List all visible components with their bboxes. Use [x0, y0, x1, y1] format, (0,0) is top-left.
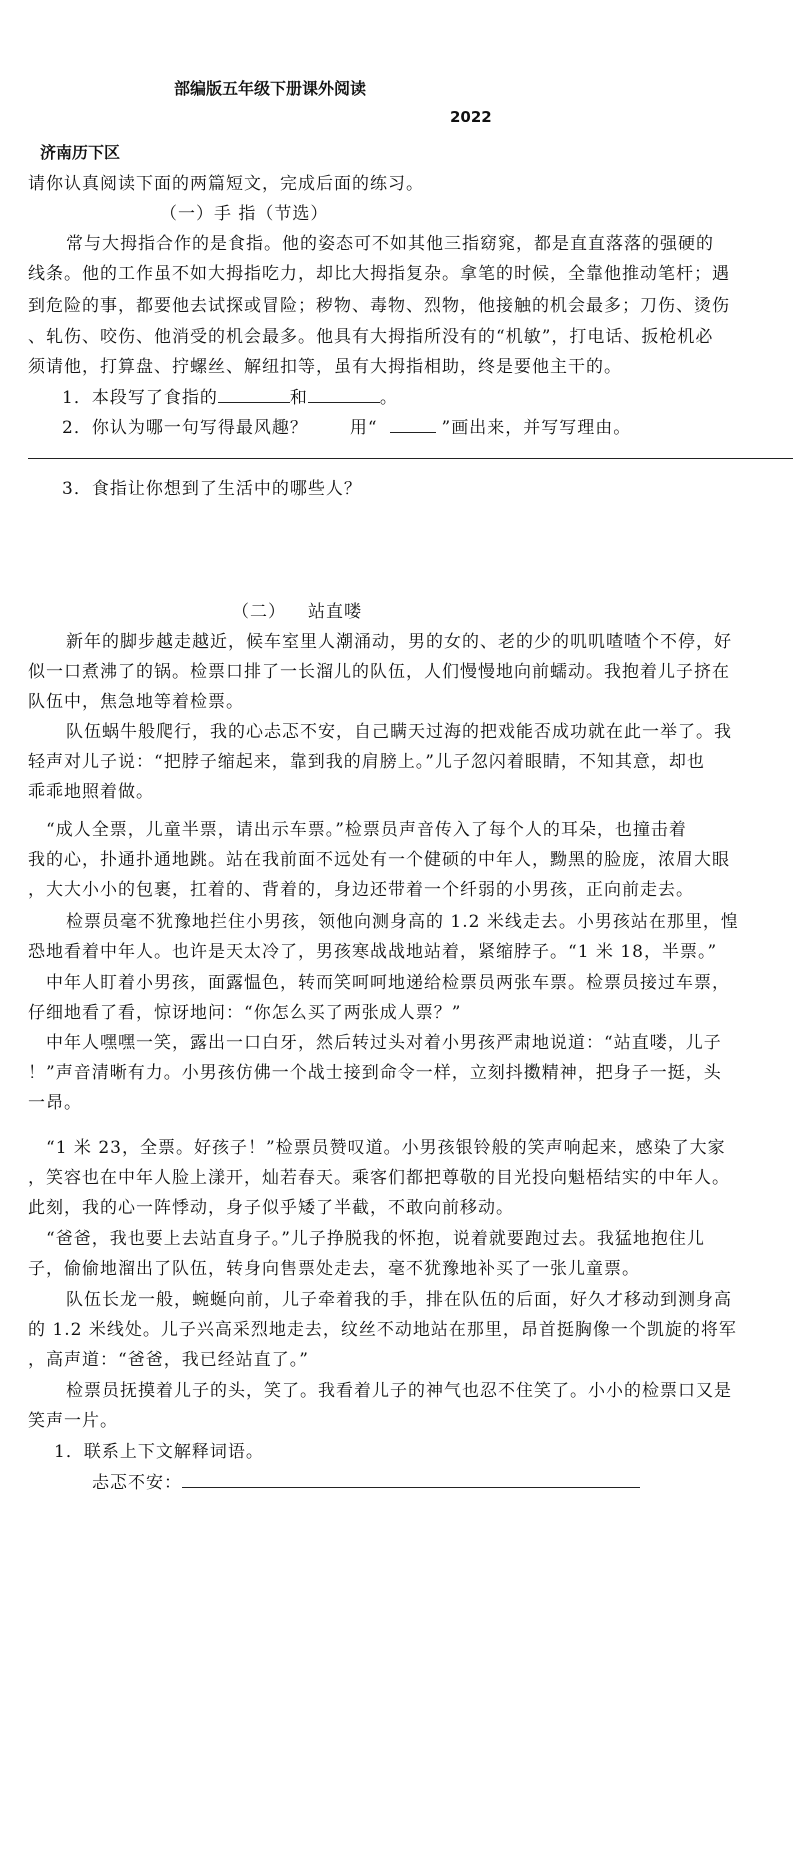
- passage2-heading: [232, 597, 362, 622]
- passage2-line: 检票员毫不犹豫地拦住小男孩，领他向测身高的 1.2 米线走去。小男孩站在那里，惶: [66, 912, 739, 932]
- passage2-line: 乖乖地照着做。: [28, 782, 154, 802]
- passage2-line: 中年人嘿嘿一笑，露出一口白牙，然后转过头对着小男孩严肃地说道：“站直喽，儿子: [46, 1033, 722, 1053]
- passage2-line: 检票员抚摸着儿子的头，笑了。我看着儿子的神气也忍不住笑了。小小的检票口又是: [66, 1381, 732, 1401]
- question-text: 和: [289, 388, 308, 408]
- passage1-line: 须请他，打算盘、拧螺丝、解纽扣等，虽有大拇指相助，终是要他主干的。: [28, 357, 622, 377]
- passage2-line: ！”声音清晰有力。小男孩仿佛一个战士接到命令一样，立刻抖擞精神，把身子一挺，头: [28, 1063, 722, 1083]
- passage2-line: 恐地看着中年人。也许是天太冷了，男孩寒战战地站着，紧缩脖子。“1 米 18，半票。”: [28, 942, 718, 962]
- vocab-word: 忐忑不安：: [92, 1473, 182, 1493]
- passage2-line: 笑声一片。: [28, 1411, 118, 1431]
- answer-blank[interactable]: [218, 388, 290, 403]
- passage1-line: 线条。他的工作虽不如大拇指吃力，却比大拇指复杂。拿笔的时候，全靠他推动笔杆；遇: [28, 264, 730, 284]
- page-title: 部编版五年级下册课外阅读: [174, 79, 367, 98]
- question-text: 1．本段写了食指的: [62, 388, 218, 408]
- question-text: 。: [379, 388, 398, 408]
- passage2-line: ，高声道：“爸爸，我已经站直了。”: [28, 1350, 309, 1370]
- passage2-line: 队伍长龙一般，蜿蜒向前，儿子牵着我的手，排在队伍的后面，好久才移动到测身高: [66, 1290, 732, 1310]
- passage2-line: 中年人盯着小男孩，面露愠色，转而笑呵呵地递给检票员两张车票。检票员接过车票，: [46, 973, 730, 993]
- passage2-line: 新年的脚步越走越近，候车室里人潮涌动，男的女的、老的少的叽叽喳喳个不停，好: [66, 632, 732, 652]
- passage1-question-3: 3．食指让你想到了生活中的哪些人？: [62, 479, 362, 499]
- passage1-heading: （一）手 指（节选）: [160, 204, 329, 224]
- passage2-line: 一昂。: [28, 1093, 82, 1113]
- passage2-line: 队伍中，焦急地等着检票。: [28, 692, 244, 712]
- passage2-line: 子，偷偷地溜出了队伍，转身向售票处走去，毫不犹豫地补买了一张儿童票。: [28, 1259, 640, 1279]
- passage1-question-2: [62, 413, 631, 438]
- passage2-line: “爸爸，我也要上去站直身子。”儿子挣脱我的怀抱，说着就要跑过去。我猛地抱住儿: [46, 1229, 705, 1249]
- vocab-item: [92, 1468, 640, 1493]
- passage2-line: 队伍蜗牛般爬行，我的心忐忑不安，自己瞒天过海的把戏能否成功就在此一举了。我: [66, 722, 732, 742]
- passage2-line: 我的心，扑通扑通地跳。站在我前面不远处有一个健硕的中年人，黝黑的脸庞，浓眉大眼: [28, 850, 730, 870]
- district-label: 济南历下区: [40, 143, 121, 162]
- year-label: 2022: [450, 108, 492, 126]
- question-text: 用“: [349, 418, 378, 438]
- passage1-line: 、轧伤、咬伤、他消受的机会最多。他具有大拇指所没有的“机敏”，打电话、扳枪机必: [28, 327, 714, 347]
- passage2-line: 此刻，我的心一阵悸动，身子似乎矮了半截，不敢向前移动。: [28, 1198, 514, 1218]
- passage2-question-1: 1．联系上下文解释词语。: [54, 1442, 264, 1462]
- passage2-line: ，大大小小的包裹，扛着的、背着的，身边还带着一个纤弱的小男孩，正向前走去。: [28, 880, 694, 900]
- passage1-line: 常与大拇指合作的是食指。他的姿态可不如其他三指窈窕，都是直直落落的强硬的: [66, 234, 714, 254]
- instruction-text: 请你认真阅读下面的两篇短文，完成后面的练习。: [28, 174, 424, 194]
- passage2-line: “1 米 23，全票。好孩子！”检票员赞叹道。小男孩银铃般的笑声响起来，感染了大家: [46, 1138, 726, 1158]
- passage2-line: 的 1.2 米线处。儿子兴高采烈地走去，纹丝不动地站在那里，昂首挺胸像一个凯旋的将军: [28, 1320, 737, 1340]
- passage2-heading-number: （二）: [232, 602, 286, 622]
- passage1-line: 到危险的事，都要他去试探或冒险；秽物、毒物、烈物，他接触的机会最多；刀伤、烫伤: [28, 296, 730, 316]
- passage2-heading-title: 站直喽: [308, 602, 362, 622]
- question-text: 2．你认为哪一句写得最风趣？: [62, 418, 308, 438]
- passage2-line: 似一口煮沸了的锅。检票口排了一长溜儿的队伍，人们慢慢地向前蠕动。我抱着儿子挤在: [28, 662, 730, 682]
- passage2-line: 轻声对儿子说：“把脖子缩起来，靠到我的肩膀上。”儿子忽闪着眼睛，不知其意，却也: [28, 752, 705, 772]
- answer-blank[interactable]: [182, 1473, 640, 1488]
- passage2-line: ，笑容也在中年人脸上漾开，灿若春天。乘客们都把尊敬的目光投向魁梧结实的中年人。: [28, 1168, 730, 1188]
- underline-sample: [390, 418, 436, 433]
- passage2-line: 仔细地看了看，惊讶地问：“你怎么买了两张成人票？”: [28, 1003, 462, 1023]
- passage1-question-1: [62, 383, 398, 408]
- question-text: ”画出来，并写写理由。: [441, 418, 632, 438]
- passage2-line: “成人全票，儿童半票，请出示车票。”检票员声音传入了每个人的耳朵，也撞击着: [46, 820, 687, 840]
- answer-blank[interactable]: [308, 388, 380, 403]
- divider-line: [28, 458, 793, 459]
